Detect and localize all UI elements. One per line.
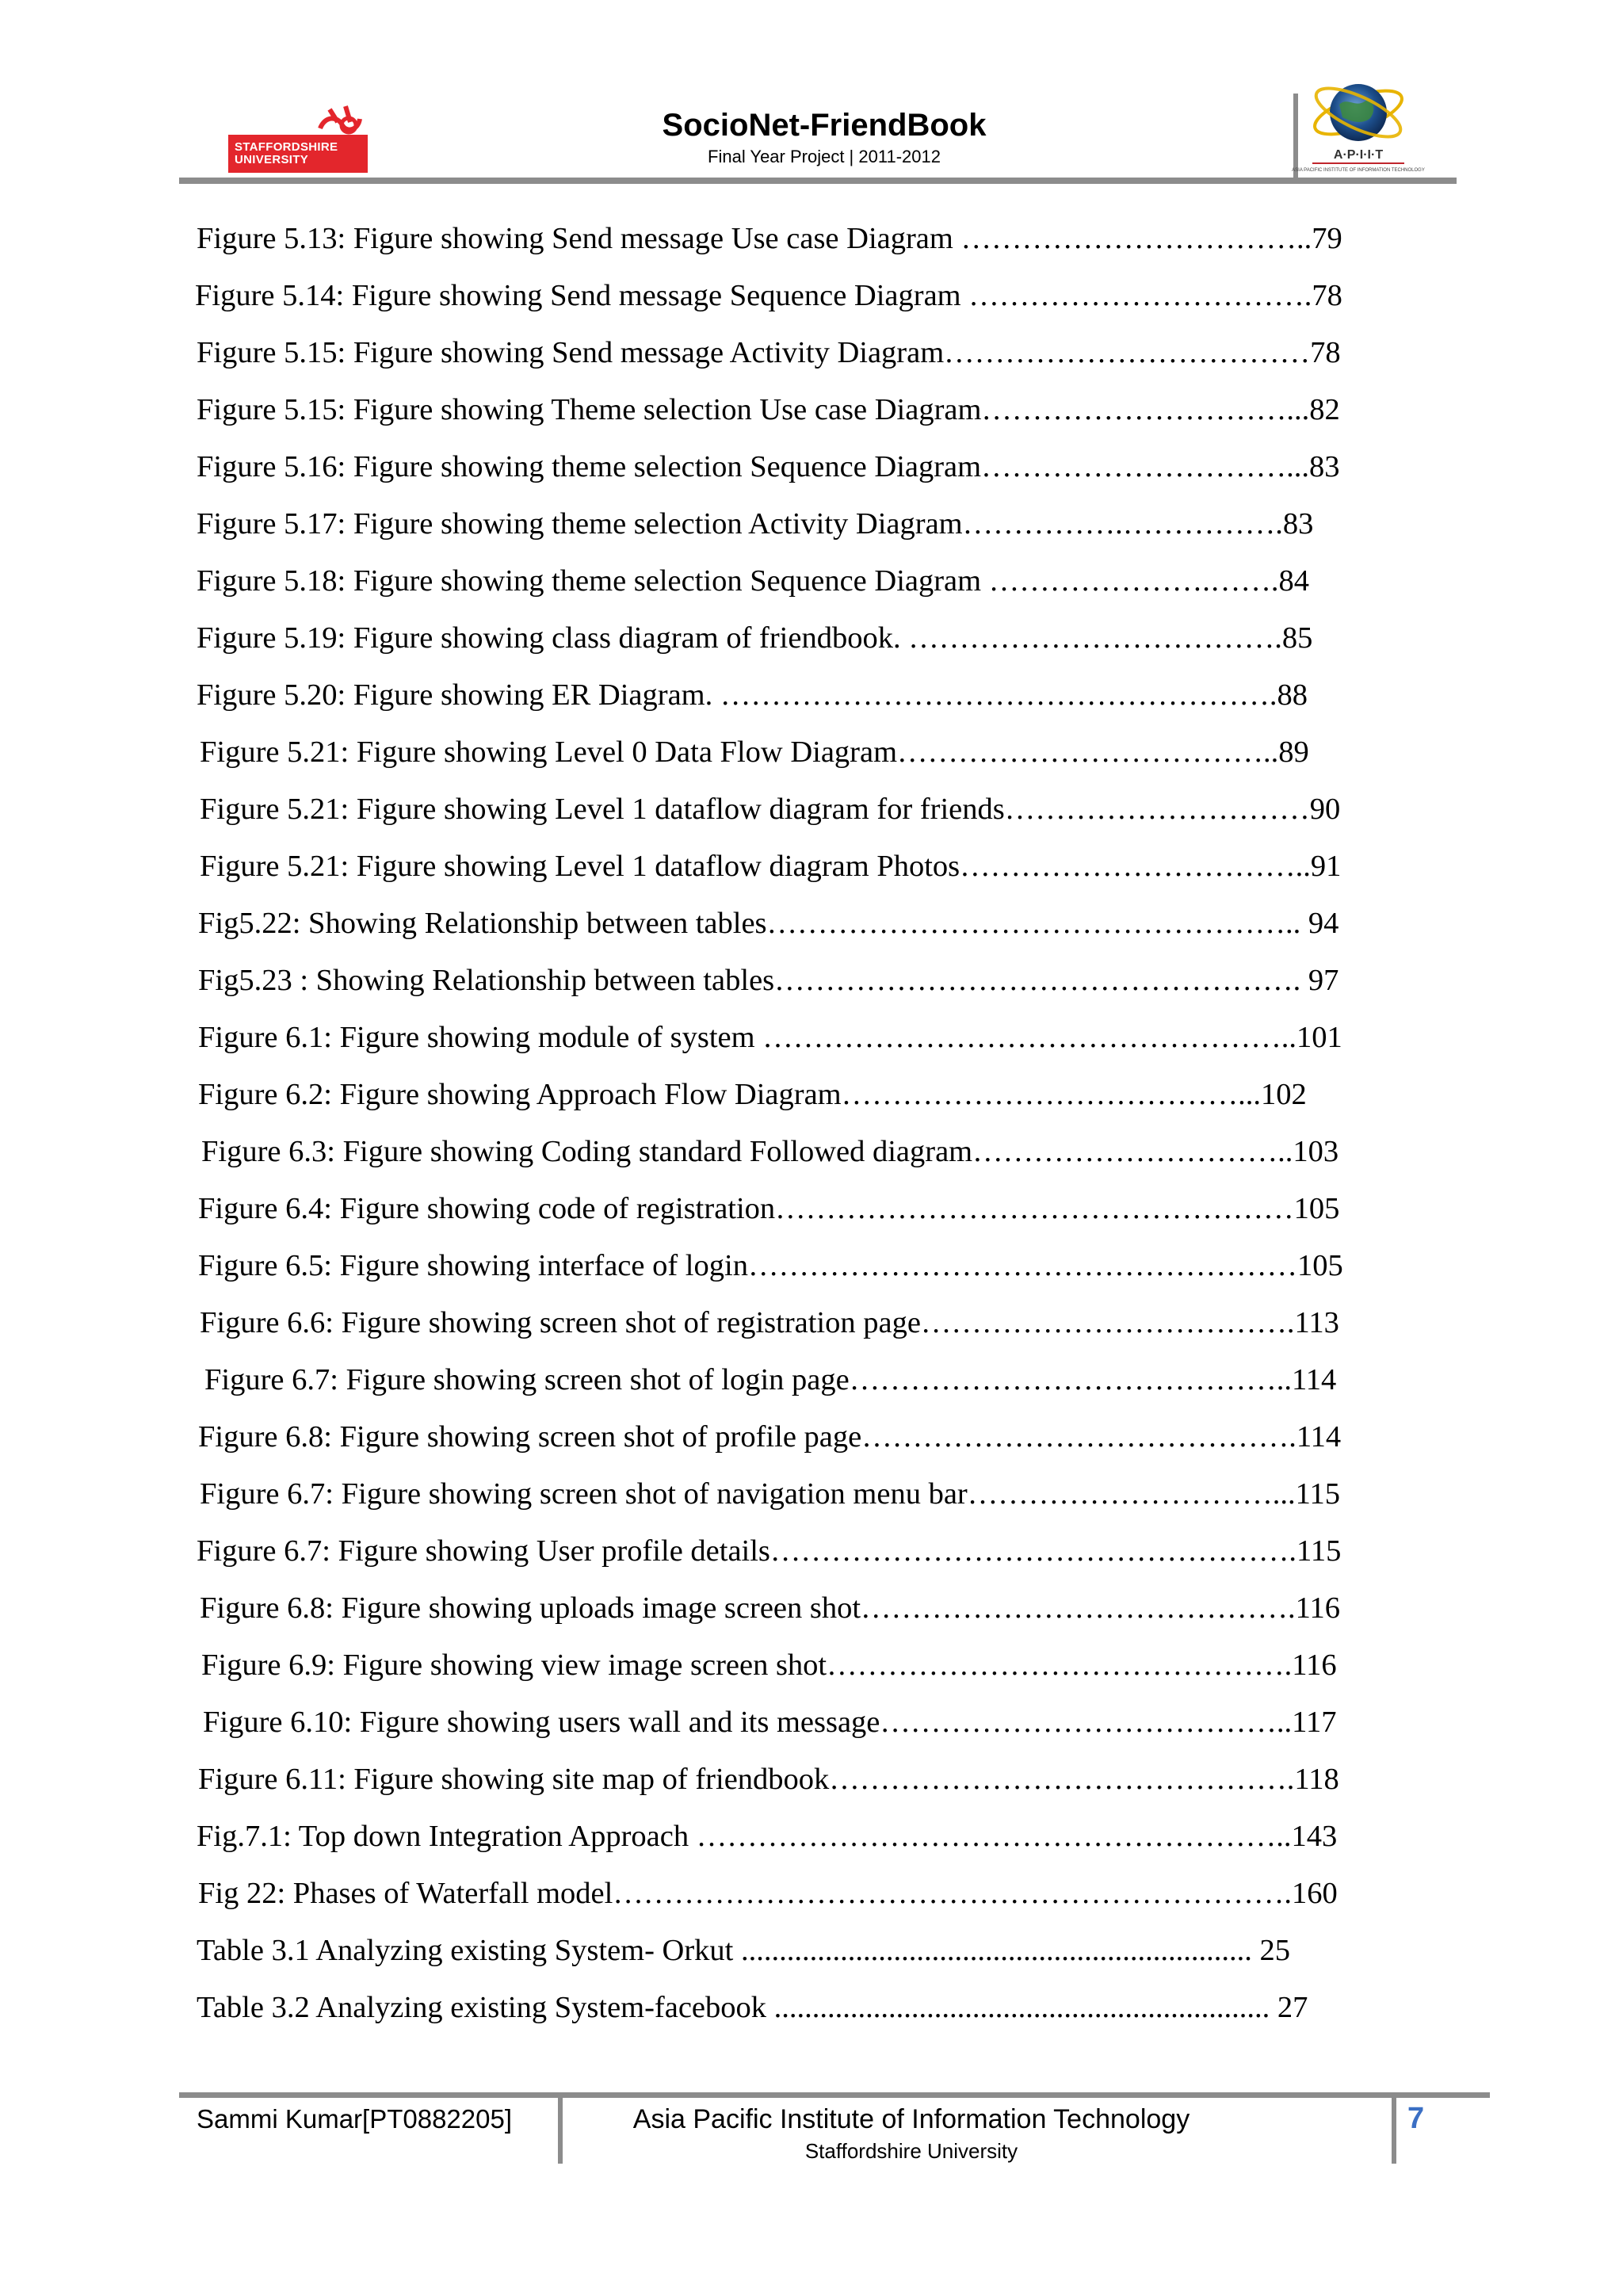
- staffordshire-logo: [228, 101, 368, 173]
- list-item: Figure 5.14: Figure showing Send message Sequence Diagram …………………………….78: [195, 279, 1342, 312]
- list-item: Figure 6.9: Figure showing view image screen shot……………………………………….116: [201, 1648, 1337, 1682]
- list-item: Figure 6.2: Figure showing Approach Flow Diagram…………………………………...102: [198, 1078, 1307, 1111]
- apiit-logo-text: A·P·I·I·T: [1333, 148, 1384, 162]
- list-item: Fig 22: Phases of Waterfall model………………………………………………………….160: [198, 1877, 1338, 1910]
- list-item: Fig5.23 : Showing Relationship between tables……………………………………………. 97: [198, 964, 1339, 997]
- list-item: Figure 5.21: Figure showing Level 1 dataflow diagram for friends…………………………90: [200, 793, 1341, 826]
- list-item: Figure 6.7: Figure showing screen shot of login page……………………………………..114: [204, 1363, 1337, 1396]
- apiit-logo-subtext: ASIA PACIFIC INSTITUTE OF INFORMATION TECHNOLOGY: [1292, 168, 1425, 173]
- list-item: Table 3.1 Analyzing existing System- Orkut ................................................................... 25: [197, 1934, 1291, 1967]
- list-item: Figure 5.15: Figure showing Theme selection Use case Diagram…………………………...82: [197, 393, 1340, 426]
- list-item: Figure 6.1: Figure showing module of system ……………………………………………..101: [198, 1021, 1342, 1054]
- list-item: Figure 5.20: Figure showing ER Diagram. ……………………………………………….88: [197, 678, 1308, 712]
- list-item: Figure 5.21: Figure showing Level 1 dataflow diagram Photos……………………………..91: [200, 850, 1342, 883]
- list-item: Figure 5.19: Figure showing class diagram of friendbook. ……………………………….85: [197, 621, 1313, 655]
- footer-rule: [179, 2092, 1490, 2098]
- footer-divider-left: [558, 2097, 563, 2164]
- list-item: Figure 6.8: Figure showing uploads image screen shot…………………………………….116: [200, 1591, 1340, 1625]
- list-item: Figure 6.4: Figure showing code of registration……………………………………………105: [198, 1192, 1340, 1225]
- staffordshire-logo-text: STAFFORDSHIRE UNIVERSITY: [228, 135, 368, 173]
- list-item: Table 3.2 Analyzing existing System-facebook ................................................................. 27: [197, 1991, 1308, 2024]
- document-title: SocioNet-FriendBook: [662, 108, 987, 143]
- document-subtitle: Final Year Project | 2011-2012: [708, 147, 941, 166]
- list-item: Fig.7.1: Top down Integration Approach …………………………………………………..143: [197, 1820, 1338, 1853]
- list-item: Figure 5.13: Figure showing Send message Use case Diagram ……………………………..79: [197, 222, 1342, 255]
- footer-university: Staffordshire University: [804, 2139, 1018, 2163]
- list-item: Figure 6.10: Figure showing users wall and its message…………………………………..117: [203, 1706, 1337, 1739]
- list-item: Figure 5.15: Figure showing Send message Activity Diagram………………………………78: [197, 336, 1341, 369]
- list-item: Figure 6.7: Figure showing screen shot of navigation menu bar…………………………...115: [200, 1477, 1340, 1511]
- list-item: Figure 5.18: Figure showing theme selection Sequence Diagram ………………….…….84: [197, 564, 1309, 598]
- footer-author: Sammi Kumar[PT0882205]: [197, 2104, 513, 2134]
- list-item: Figure 6.11: Figure showing site map of friendbook……………………………………….118: [198, 1763, 1339, 1796]
- list-item: Fig5.22: Showing Relationship between tables…………………………………………….. 94: [198, 907, 1339, 940]
- list-item: Figure 6.6: Figure showing screen shot of registration page……………………………….113: [200, 1306, 1339, 1339]
- list-item: Figure 6.7: Figure showing User profile details…………………………………………….115: [197, 1534, 1342, 1568]
- list-item: Figure 6.8: Figure showing screen shot of profile page…………………………………….114: [198, 1420, 1342, 1454]
- footer-institute: Asia Pacific Institute of Information Technology: [632, 2104, 1190, 2134]
- header-rule: [179, 178, 1457, 184]
- list-item: Figure 5.17: Figure showing theme selection Activity Diagram…………….…………….83: [197, 507, 1314, 541]
- list-item: Figure 6.5: Figure showing interface of login………………………………………………105: [198, 1249, 1343, 1282]
- footer-divider-right: [1392, 2097, 1396, 2164]
- page-number: 7: [1407, 2102, 1425, 2135]
- list-item: Figure 6.3: Figure showing Coding standard Followed diagram…………………………..103: [201, 1135, 1339, 1168]
- list-item: Figure 5.16: Figure showing theme selection Sequence Diagram…………………………...83: [197, 450, 1340, 483]
- apiit-logo: [1292, 73, 1425, 184]
- list-item: Figure 5.21: Figure showing Level 0 Data Flow Diagram………………………………..89: [200, 735, 1309, 769]
- staffordshire-knot-icon: [314, 101, 365, 135]
